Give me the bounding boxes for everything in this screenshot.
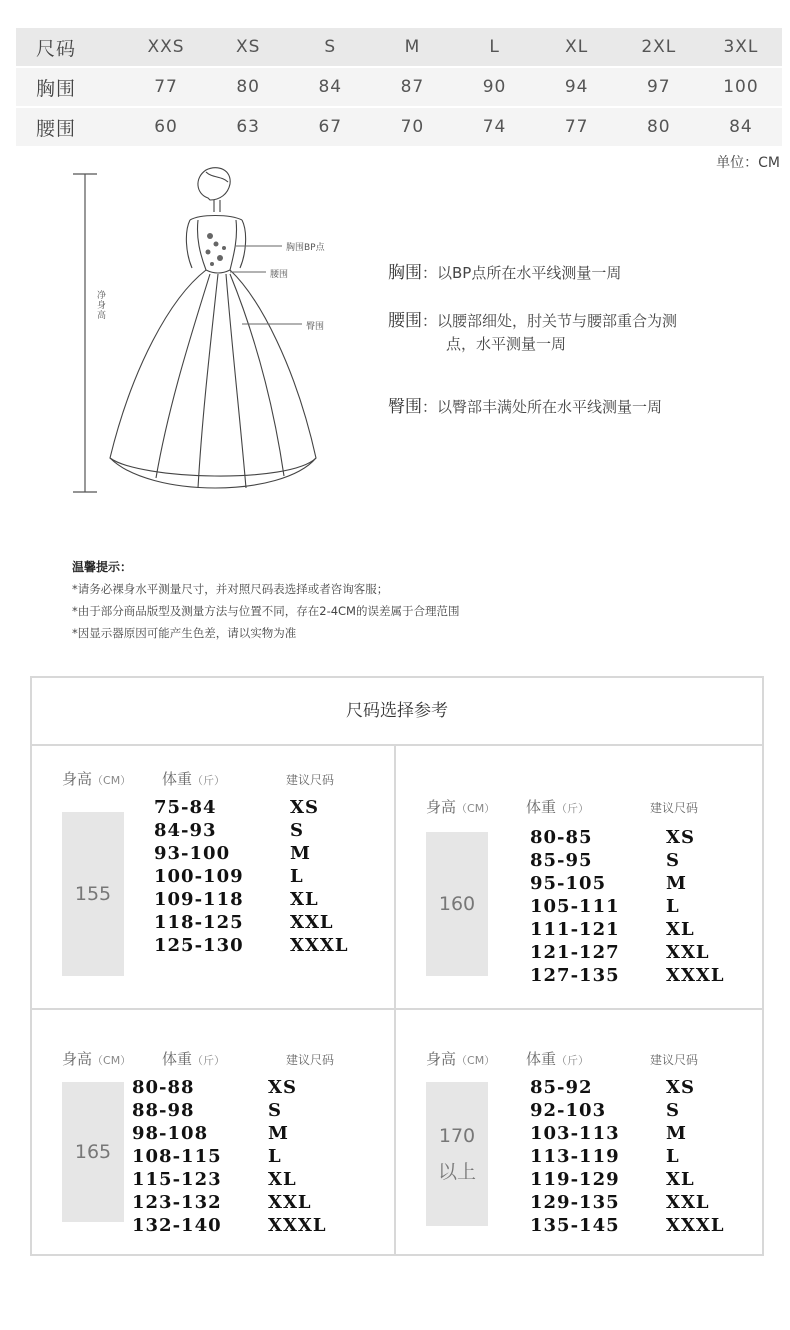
list-item: 123-132 XXL xyxy=(132,1192,312,1213)
table-cell: 80 xyxy=(618,107,700,147)
height-column-header: 身高（CM） xyxy=(62,770,132,788)
note-term: 腰围 xyxy=(388,311,422,331)
height-box xyxy=(426,832,488,976)
weight-size-list xyxy=(132,1076,327,1237)
header-cell: S xyxy=(289,28,371,67)
header-cell: L xyxy=(454,28,536,67)
note-term: 胸围 xyxy=(388,263,422,283)
table-cell: 60 xyxy=(125,107,207,147)
waist-measure-note xyxy=(388,310,677,356)
height-box xyxy=(426,1082,488,1226)
unit-note: 单位：CM xyxy=(716,155,780,171)
list-item: 85-95 S xyxy=(530,850,680,871)
list-item: 113-119 L xyxy=(530,1146,680,1167)
list-item: 108-115 L xyxy=(132,1146,282,1167)
list-item: 135-145 XXXL xyxy=(530,1215,725,1236)
note-separator: ： xyxy=(422,264,438,282)
list-item: 129-135 XXL xyxy=(530,1192,710,1213)
header-cell: 尺码 xyxy=(16,28,125,67)
table-cell: 84 xyxy=(289,67,371,107)
tip-item: *因显示器原因可能产生色差，请以实物为准 xyxy=(72,626,297,640)
height-value: 170 xyxy=(438,1125,476,1147)
size-column-header: 建议尺码 xyxy=(286,773,335,787)
bust-measure-note xyxy=(388,262,621,285)
list-item: 125-130 XXXL xyxy=(154,935,349,956)
note-text: 以臀部丰满处所在水平线测量一周 xyxy=(437,398,663,416)
header-cell: 3XL xyxy=(700,28,782,67)
row-label: 腰围 xyxy=(16,107,125,147)
height-label: 净身高 xyxy=(95,290,105,320)
height-value: 160 xyxy=(438,893,476,915)
weight-column-header: 体重（斤） xyxy=(162,1050,226,1068)
list-item: 103-113 M xyxy=(530,1123,687,1144)
header-cell: 2XL xyxy=(618,28,700,67)
header-cell: XXS xyxy=(125,28,207,67)
size-column-header: 建议尺码 xyxy=(650,1053,699,1067)
list-item: 118-125 XXL xyxy=(154,912,334,933)
list-item: 80-88 XS xyxy=(132,1077,297,1098)
bust-callout: 胸围BP点 xyxy=(286,243,325,253)
callout-lines xyxy=(230,246,302,324)
list-item: 132-140 XXXL xyxy=(132,1215,327,1236)
waist-callout: 腰围 xyxy=(270,270,289,280)
size-chart-table xyxy=(16,28,782,148)
note-separator: ： xyxy=(422,312,438,330)
note-text: 以BP点所在水平线测量一周 xyxy=(437,264,622,282)
table-cell: 90 xyxy=(454,67,536,107)
size-column-header: 建议尺码 xyxy=(286,1053,335,1067)
table-cell: 70 xyxy=(371,107,453,147)
weight-column-header: 体重（斤） xyxy=(526,798,590,816)
figure-head xyxy=(198,168,230,212)
header-cell: XL xyxy=(536,28,618,67)
note-separator: ： xyxy=(422,398,438,416)
weight-column-header: 体重（斤） xyxy=(162,770,226,788)
size-column-header: 建议尺码 xyxy=(650,801,699,815)
height-value: 155 xyxy=(74,883,112,905)
table-cell: 87 xyxy=(371,67,453,107)
list-item: 80-85 XS xyxy=(530,827,695,848)
reference-title: 尺码选择参考 xyxy=(32,678,762,746)
list-item: 85-92 XS xyxy=(530,1077,695,1098)
table-cell: 80 xyxy=(207,67,289,107)
figure-lace xyxy=(206,233,227,266)
table-cell: 94 xyxy=(536,67,618,107)
height-box xyxy=(62,1082,124,1222)
size-chart-header-row xyxy=(16,28,782,67)
list-item: 111-121 XL xyxy=(530,919,695,940)
list-item: 109-118 XL xyxy=(154,889,319,910)
height-box xyxy=(62,812,124,976)
header-cell: XS xyxy=(207,28,289,67)
bust-row xyxy=(16,67,782,107)
list-item: 92-103 S xyxy=(530,1100,680,1121)
table-cell: 74 xyxy=(454,107,536,147)
header-cell: M xyxy=(371,28,453,67)
height-value: 165 xyxy=(74,1141,112,1163)
weight-size-list xyxy=(154,796,349,957)
height-value-suffix: 以上 xyxy=(437,1161,476,1183)
tips-section xyxy=(72,556,459,644)
weight-size-list xyxy=(530,826,725,987)
list-item: 127-135 XXXL xyxy=(530,965,725,986)
height-column-header: 身高（CM） xyxy=(62,1050,132,1068)
reference-group-155 xyxy=(62,768,402,1018)
weight-column-header: 体重（斤） xyxy=(526,1050,590,1068)
list-item: 119-129 XL xyxy=(530,1169,695,1190)
weight-size-list xyxy=(530,1076,725,1237)
note-term: 臀围 xyxy=(388,397,422,417)
size-reference-panel xyxy=(30,676,764,1256)
hip-callout: 臀围 xyxy=(306,322,325,332)
hip-measure-note xyxy=(388,396,662,419)
row-label: 胸围 xyxy=(16,67,125,107)
list-item: 98-108 M xyxy=(132,1123,289,1144)
reference-group-165 xyxy=(62,1048,402,1298)
table-cell: 97 xyxy=(618,67,700,107)
reference-group-170 xyxy=(426,1048,766,1298)
table-cell: 67 xyxy=(289,107,371,147)
table-cell: 63 xyxy=(207,107,289,147)
figure-skirt xyxy=(110,270,316,488)
tips-title: 温馨提示： xyxy=(72,560,133,574)
reference-group-160 xyxy=(426,796,766,1046)
table-cell: 77 xyxy=(536,107,618,147)
list-item: 95-105 M xyxy=(530,873,687,894)
list-item: 115-123 XL xyxy=(132,1169,297,1190)
tip-item: *由于部分商品版型及测量方法与位置不同，存在2-4CM的误差属于合理范围 xyxy=(72,604,460,618)
dress-figure-illustration xyxy=(60,158,360,508)
note-text: 以腰部细处，肘关节与腰部重合为测 xyxy=(437,312,678,330)
table-cell: 84 xyxy=(700,107,782,147)
list-item: 84-93 S xyxy=(154,820,304,841)
tip-item: *请务必裸身水平测量尺寸，并对照尺码表选择或者咨询客服； xyxy=(72,582,389,596)
height-column-header: 身高（CM） xyxy=(426,798,496,816)
list-item: 88-98 S xyxy=(132,1100,282,1121)
note-text-continued: 点，水平测量一周 xyxy=(446,335,567,353)
list-item: 121-127 XXL xyxy=(530,942,710,963)
waist-row xyxy=(16,107,782,147)
list-item: 93-100 M xyxy=(154,843,311,864)
height-column-header: 身高（CM） xyxy=(426,1050,496,1068)
list-item: 75-84 XS xyxy=(154,797,319,818)
table-cell: 100 xyxy=(700,67,782,107)
list-item: 100-109 L xyxy=(154,866,304,887)
table-cell: 77 xyxy=(125,67,207,107)
list-item: 105-111 L xyxy=(530,896,680,917)
height-scale-bar xyxy=(73,174,97,492)
